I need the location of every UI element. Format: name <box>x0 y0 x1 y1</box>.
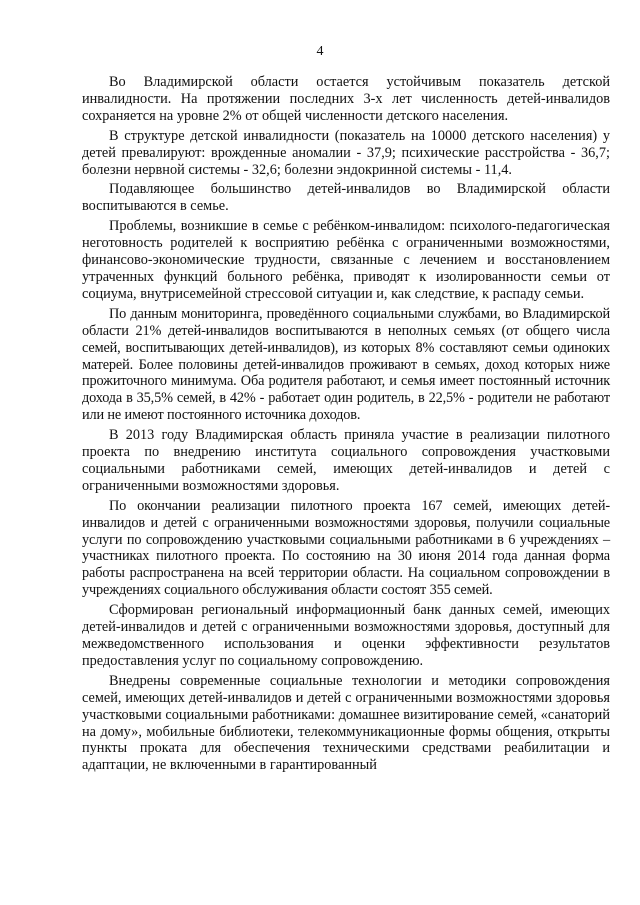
paragraph-family-problems: Проблемы, возникшие в семье с ребёнком-инвалидом: психолого-педагогическая неготовность родителей к восприятию ребёнка с ограниченными возможностями, финансово-экономические трудности, связанные с лечением и восстановлением утраченных функций больного ребёнка, приводят к изолированности семьи от социума, внутрисемейной стрессовой ситуации и, как следствие, к распаду семьи. <box>82 218 610 302</box>
document-body <box>82 74 610 777</box>
paragraph-disability-structure: В структуре детской инвалидности (показатель на 10000 детского населения) у детей превалируют: врожденные аномалии - 37,9; психические расстройства - 36,7; болезни нервной системы - 32,6; болезни эндокринной системы - 11,4. <box>82 127 610 178</box>
paragraph-pilot-project: В 2013 году Владимирская область приняла участие в реализации пилотного проекта по внедрению института социального сопровождения участковыми социальными работниками семей, имеющих детей-инвалидов и детей с ограниченными возможностями здоровья. <box>82 427 610 494</box>
page-number: 4 <box>316 44 324 59</box>
paragraph-social-technologies: Внедрены современные социальные технологии и методики сопровождения семей, имеющих детей-инвалидов и детей с ограниченными возможностями здоровья участковыми социальными работниками: домашнее визитирование семей, «санаторий на дому», мобильные библиотеки, телекоммуникационные формы общения, открыты пункты проката для обеспечения техническими средствами реабилитации и адаптации, не включенными в гарантированный <box>82 672 610 774</box>
paragraph-data-bank: Сформирован региональный информационный банк данных семей, имеющих детей-инвалидов и детей с ограниченными возможностями здоровья, доступный для межведомственного использования и оценки эффективности результатов предоставления услуг по социальному сопровождению. <box>82 602 610 669</box>
paragraph-child-disability-rate: Во Владимирской области остается устойчивым показатель детской инвалидности. На протяжении последних 3-х лет численность детей-инвалидов сохраняется на уровне 2% от общей численности детского населения. <box>82 74 610 124</box>
paragraph-monitoring-data: По данным мониторинга, проведённого социальными службами, во Владимирской области 21% детей-инвалидов воспитываются в неполных семьях (от общего числа семей, воспитывающих детей-инвалидов), из которых 8% составляют семьи одиноких матерей. Более половины детей-инвалидов проживают в семьях, доход которых ниже прожиточного минимума. Оба родителя работают, и семья имеет постоянный источник дохода в 35,5% семей, в 42% - работает один родитель, в 22,5% - родители не работают или не имеют постоянного источника доходов. <box>82 305 610 424</box>
paragraph-pilot-results: По окончании реализации пилотного проекта 167 семей, имеющих детей-инвалидов и детей с ограниченными возможностями здоровья, получили социальные услуги по сопровождению участковыми социальными работниками в 6 учреждениях – участниках пилотного проекта. По состоянию на 30 июня 2014 года данная форма работы распространена на всей территории области. На социальном сопровождении в учреждениях социального обслуживания области состоят 355 семей. <box>82 497 610 599</box>
paragraph-raised-in-family: Подавляющее большинство детей-инвалидов во Владимирской области воспитываются в семье. <box>82 181 610 215</box>
